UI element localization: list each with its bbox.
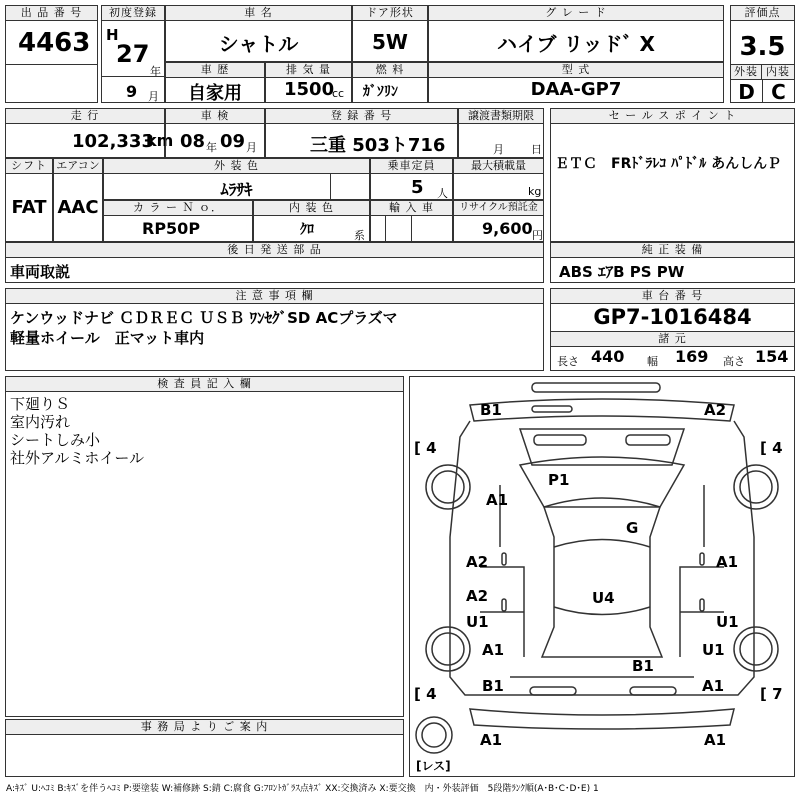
fuel-label: 燃 料 — [353, 63, 427, 78]
shift-box — [5, 158, 53, 242]
load-unit: kg — [528, 185, 542, 198]
grade: ハイブ リッドﾞ X — [497, 32, 655, 56]
inspection-label: 車 検 — [166, 109, 264, 124]
fuel-box — [352, 62, 428, 103]
door-label: ドア形状 — [353, 6, 427, 21]
capacity-label: 乗車定員 — [371, 159, 452, 174]
int-grade: C — [771, 80, 786, 104]
car-name: シャトル — [218, 32, 299, 56]
office-box — [5, 719, 404, 777]
dmg-p1-hood: P1 — [548, 471, 570, 489]
inspection-year-unit: 年 — [206, 141, 217, 154]
displacement: 1500 — [284, 79, 335, 100]
spare-tire-label: [レス] — [416, 759, 451, 773]
notes-line-2: 軽量ホイール 正マット車内 — [10, 329, 205, 347]
colorno-box — [103, 200, 253, 242]
dmg-g-windshield: G — [626, 519, 639, 537]
tire-front-left: [ 4 — [414, 439, 437, 457]
dmg-u4-roof: U4 — [592, 589, 615, 607]
shift: FAT — [11, 197, 47, 218]
sales-point-label: セ ー ル ス ポ イ ン ト — [551, 109, 794, 124]
inspection-box — [165, 108, 265, 158]
shift-label: シフト — [6, 159, 52, 174]
dmg-b1-front-left: B1 — [480, 401, 502, 419]
mileage: 102,333 — [72, 131, 154, 152]
reg-number-box — [265, 108, 458, 158]
tire-rear-right: [ 7 — [760, 685, 783, 703]
load-box — [453, 158, 544, 200]
reg-number: 三重 503ト716 — [310, 135, 446, 156]
lot-number: 4463 — [18, 28, 91, 58]
door-box — [352, 5, 428, 62]
lot-box — [5, 5, 98, 103]
height: 154 — [755, 347, 789, 366]
ac-label: エアコン — [54, 159, 102, 174]
car-name-label: 車 名 — [166, 6, 351, 21]
later-parts-label: 後 日 発 送 部 品 — [6, 243, 543, 258]
interior-box — [253, 200, 370, 242]
reg-month: 9 — [126, 82, 138, 101]
era: H — [106, 26, 119, 44]
inspector-line-3: シートしみ小 — [10, 431, 101, 449]
history-label: 車 歴 — [166, 63, 264, 78]
inspection-month: 09 — [220, 131, 246, 152]
spec-label: 諸 元 — [551, 331, 794, 347]
inspector-line-1: 下廻りＳ — [10, 395, 71, 413]
inspector-label: 検 査 員 記 入 欄 — [6, 377, 403, 392]
dmg-b1-rear-left: B1 — [482, 677, 504, 695]
model-label: 型 式 — [429, 63, 723, 78]
colorno-label: カ ラ ー Ｎ ｏ． — [104, 201, 252, 216]
car-name-box — [165, 5, 352, 62]
genuine-equip: ABS ｴｱB PS PW — [559, 263, 685, 281]
grade-box — [428, 5, 724, 62]
displacement-label: 排 気 量 — [266, 63, 351, 78]
recycle-label: リサイクル預託金 — [454, 201, 543, 216]
genuine-equip-box — [550, 242, 795, 283]
grade-label: グ レ ー ド — [429, 6, 723, 21]
capacity: 5 — [411, 177, 424, 198]
recycle: 9,600 — [482, 219, 533, 238]
damage-diagram — [409, 376, 795, 777]
dmg-a1-rear-right: A1 — [702, 677, 725, 695]
genuine-equip-label: 純 正 装 備 — [551, 243, 794, 258]
interior-label: 内 装 色 — [254, 201, 369, 216]
doc-month: 月 — [493, 143, 504, 156]
dmg-a1-quarter-left: A1 — [482, 641, 505, 659]
door-type: 5W — [372, 30, 408, 54]
fuel: ｶﾞｿﾘﾝ — [363, 84, 398, 100]
doc-deadline-label: 譲渡書類期限 — [459, 109, 543, 124]
month-unit: 月 — [148, 90, 159, 103]
length-label: 長さ — [557, 355, 579, 368]
tire-front-right: [ 4 — [760, 439, 783, 457]
chassis-label: 車 台 番 号 — [551, 289, 794, 304]
color: ﾑﾗｻｷ — [220, 180, 253, 199]
inspection-year: 08 — [180, 131, 206, 152]
inspection-month-unit: 月 — [246, 141, 257, 154]
office-label: 事 務 局 よ り ご 案 内 — [6, 720, 403, 735]
width-label: 幅 — [647, 355, 658, 368]
int-label: 内装 — [762, 65, 794, 80]
recycle-unit: 円 — [532, 229, 543, 242]
dmg-a1-bumper-right: A1 — [704, 731, 727, 749]
chassis-number: GP7-1016484 — [593, 305, 752, 329]
damage-legend: A:ｷｽﾞ U:ﾍｺﾐ B:ｷｽﾞを伴うﾍｺﾐ P:要塗装 W:補修跡 S:錆 C:腐食 G:ﾌﾛﾝﾄｶﾞﾗｽ点ｷｽﾞ XX:交換済み X:要交換 内・外装評価 5段階ﾗﾝｸ順(A･B･C･D･E) 1 — [6, 784, 599, 794]
capacity-box — [370, 158, 453, 200]
history: 自家用 — [188, 83, 242, 104]
dmg-a1-door-right: A1 — [716, 553, 739, 571]
doc-deadline-box — [458, 108, 544, 158]
import-label: 輸 入 車 — [371, 201, 452, 216]
year-unit: 年 — [150, 65, 161, 78]
mileage-unit: km — [146, 131, 174, 150]
later-parts: 車両取説 — [10, 263, 71, 281]
colorno: RP50P — [142, 219, 201, 238]
recycle-box — [453, 200, 544, 242]
reg-number-label: 登 録 番 号 — [266, 109, 457, 124]
notes-label: 注 意 事 項 欄 — [6, 289, 543, 304]
mileage-label: 走 行 — [6, 109, 164, 124]
height-label: 高さ — [723, 355, 745, 368]
chassis-box — [550, 288, 795, 371]
length: 440 — [591, 347, 625, 366]
dmg-a2-door-left: A2 — [466, 553, 489, 571]
color-label: 外 装 色 — [104, 159, 369, 174]
notes-line-1: ケンウッドナビ ＣＤＲＥＣ ＵＳＢ ﾜﾝｾｸﾞSD ACプラズマ — [10, 309, 398, 327]
model-box — [428, 62, 724, 103]
ac-box — [53, 158, 103, 242]
inspector-box — [5, 376, 404, 717]
score-box — [730, 5, 795, 103]
sales-point: ＥＴＣ FRﾄﾞﾗﾚｺ ﾊﾟﾄﾞﾙ あんしんＰ — [555, 156, 782, 172]
interior-unit: 系 — [354, 229, 365, 242]
displacement-box — [265, 62, 352, 103]
history-box — [165, 62, 265, 103]
score: 3.5 — [739, 32, 786, 62]
first-registration-box — [101, 5, 165, 103]
dmg-a1-fender-left: A1 — [486, 491, 509, 509]
car-outline — [410, 377, 794, 776]
dmg-a2-front-right: A2 — [704, 401, 727, 419]
ac: AAC — [57, 197, 99, 218]
color-box — [103, 158, 370, 200]
dmg-a1-bumper-left: A1 — [480, 731, 503, 749]
dmg-u1-quarter-right: U1 — [702, 641, 725, 659]
later-parts-box — [5, 242, 544, 283]
capacity-unit: 人 — [437, 187, 448, 200]
dmg-u1-left: U1 — [466, 613, 489, 631]
import-box — [370, 200, 453, 242]
tire-rear-left: [ 4 — [414, 685, 437, 703]
score-label: 評価点 — [731, 6, 794, 21]
ext-grade: D — [738, 80, 755, 104]
first-reg-label: 初度登録 — [102, 6, 164, 21]
inspector-line-4: 社外アルミホイール — [10, 449, 145, 467]
dmg-u1-right: U1 — [716, 613, 739, 631]
load-label: 最大積載量 — [454, 159, 543, 174]
displacement-unit: cc — [332, 87, 345, 100]
mileage-box — [5, 108, 174, 158]
model: DAA-GP7 — [530, 79, 622, 100]
sales-point-box — [550, 108, 795, 242]
doc-day: 日 — [531, 143, 542, 156]
lot-label: 出 品 番 号 — [6, 6, 97, 21]
inspector-line-2: 室内汚れ — [10, 413, 71, 431]
width: 169 — [675, 347, 709, 366]
reg-year: 27 — [116, 40, 150, 68]
dmg-a2-rear-door-left: A2 — [466, 587, 489, 605]
interior: ｸﾛ — [300, 222, 314, 238]
ext-label: 外装 — [731, 65, 762, 80]
notes-box — [5, 288, 544, 371]
dmg-b1-rear-center: B1 — [632, 657, 654, 675]
